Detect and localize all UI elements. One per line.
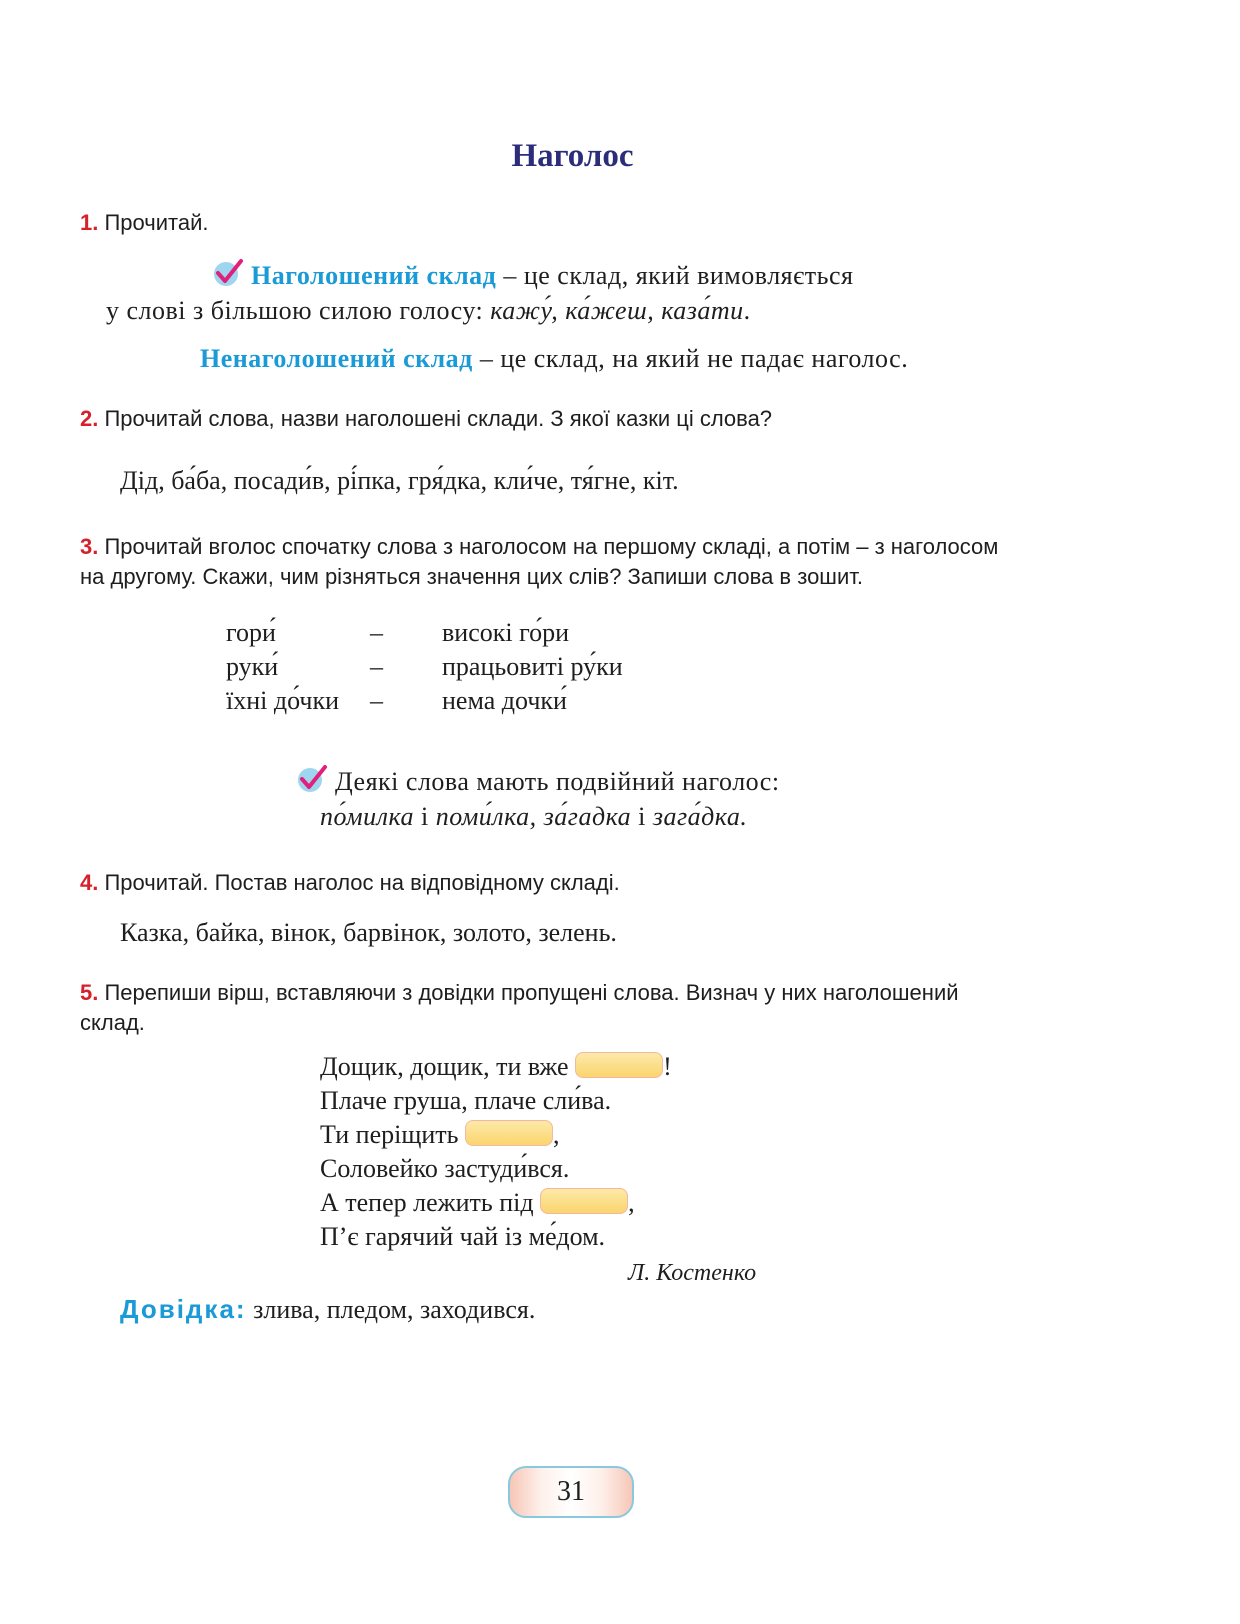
rule-2-text: – це склад, на який не падає наголос. bbox=[472, 344, 909, 373]
rule-stressed-line2 bbox=[106, 296, 751, 326]
poem-line-3 bbox=[320, 1120, 559, 1150]
double-stress-note bbox=[296, 764, 780, 801]
pair-right-2: працьовиті ру́ки bbox=[442, 652, 623, 681]
poem-line-1 bbox=[320, 1052, 672, 1082]
task-5-number: 5. bbox=[80, 980, 99, 1005]
task-3-number: 3. bbox=[80, 534, 99, 559]
poem-line-6: П’є гарячий чай із ме́дом. bbox=[320, 1222, 606, 1251]
task-4-number: 4. bbox=[80, 870, 99, 895]
task-2-words: Дід, ба́ба, посади́в, рі́пка, гря́дка, кли́че, тя́гне, кіт. bbox=[120, 466, 679, 495]
task-1-number: 1. bbox=[80, 210, 99, 235]
task-3 bbox=[80, 534, 998, 560]
blank-field-2[interactable] bbox=[465, 1120, 553, 1146]
rule-unstressed bbox=[200, 344, 908, 374]
task-4 bbox=[80, 870, 620, 896]
stressed-syllable-term: Наголошений склад bbox=[251, 261, 497, 290]
poem-line-3-text: Ти періщить bbox=[320, 1120, 465, 1149]
pair-right-1: високі го́ри bbox=[442, 618, 570, 647]
checkmark-icon bbox=[212, 258, 244, 295]
poem-line-5-end: , bbox=[628, 1188, 635, 1217]
checkmark-icon bbox=[296, 764, 328, 801]
note-text: Деякі слова мають подвійний наголос: bbox=[335, 767, 780, 796]
poem-line-3-end: , bbox=[552, 1120, 560, 1149]
reference-words: злива, пледом, заходився. bbox=[246, 1295, 536, 1324]
task-5-line2: склад. bbox=[80, 1010, 145, 1035]
reference bbox=[120, 1294, 535, 1325]
page-title: Наголос bbox=[511, 138, 634, 174]
note-example-2: поми́лка, за́гадка bbox=[435, 802, 632, 831]
rule-stressed bbox=[212, 258, 854, 295]
task-2 bbox=[80, 406, 772, 432]
pair-dash-1: – bbox=[370, 618, 383, 647]
rule-1-examples: кажу́, ка́жеш, каза́ти bbox=[490, 296, 744, 325]
poem-line-5 bbox=[320, 1188, 635, 1218]
pair-dash-3: – bbox=[370, 686, 383, 715]
task-3-line2: на другому. Скажи, чим різняться значення цих слів? Запиши слова в зошит. bbox=[80, 564, 863, 589]
task-2-number: 2. bbox=[80, 406, 99, 431]
task-5-text-line1: Перепиши вірш, вставляючи з довідки пропущені слова. Визнач у них наголошений bbox=[104, 980, 959, 1005]
unstressed-syllable-term: Ненаголошений склад bbox=[200, 344, 473, 373]
pair-left-2: руки́ bbox=[226, 652, 279, 681]
pair-dash-2: – bbox=[370, 652, 383, 681]
blank-field-3[interactable] bbox=[540, 1188, 628, 1214]
poem-line-1-text: Дощик, дощик, ти вже bbox=[320, 1052, 576, 1081]
poem-line-4: Соловейко застуди́вся. bbox=[320, 1154, 570, 1183]
pair-right-3: нема дочки́ bbox=[442, 686, 567, 715]
rule-1-text-a: – це склад, який вимовляється bbox=[496, 261, 854, 290]
double-stress-examples bbox=[320, 802, 747, 832]
blank-field-1[interactable] bbox=[575, 1052, 663, 1078]
task-5 bbox=[80, 980, 959, 1006]
task-2-text: Прочитай слова, назви наголошені склади. З якої казки ці слова? bbox=[104, 406, 773, 431]
poem-line-5-text: А тепер лежить під bbox=[320, 1188, 541, 1217]
note-example-1: по́милка bbox=[320, 802, 414, 831]
poem-line-2: Плаче груша, плаче сли́ва. bbox=[320, 1086, 612, 1115]
task-1 bbox=[80, 210, 209, 236]
poem-author: Л. Костенко bbox=[628, 1260, 757, 1286]
note-example-3: зага́дка. bbox=[652, 802, 748, 831]
page-number: 31 bbox=[508, 1466, 634, 1518]
task-4-words: Казка, байка, вінок, барвінок, золото, зелень. bbox=[120, 918, 617, 947]
task-1-text: Прочитай. bbox=[104, 210, 209, 235]
poem-line-1-end: ! bbox=[663, 1052, 672, 1081]
note-and-1: і bbox=[413, 802, 436, 831]
task-4-text: Прочитай. Постав наголос на відповідному складі. bbox=[104, 870, 620, 895]
reference-label: Довідка: bbox=[120, 1294, 247, 1324]
rule-1-end: . bbox=[743, 296, 751, 325]
rule-1-text-b: у слові з більшою силою голосу: bbox=[106, 296, 491, 325]
note-and-2: і bbox=[631, 802, 653, 831]
pair-left-3: їхні до́чки bbox=[226, 686, 340, 715]
pair-left-1: гори́ bbox=[226, 618, 276, 647]
task-3-text-line1: Прочитай вголос спочатку слова з наголосом на першому складі, а потім – з наголосом bbox=[104, 534, 999, 559]
